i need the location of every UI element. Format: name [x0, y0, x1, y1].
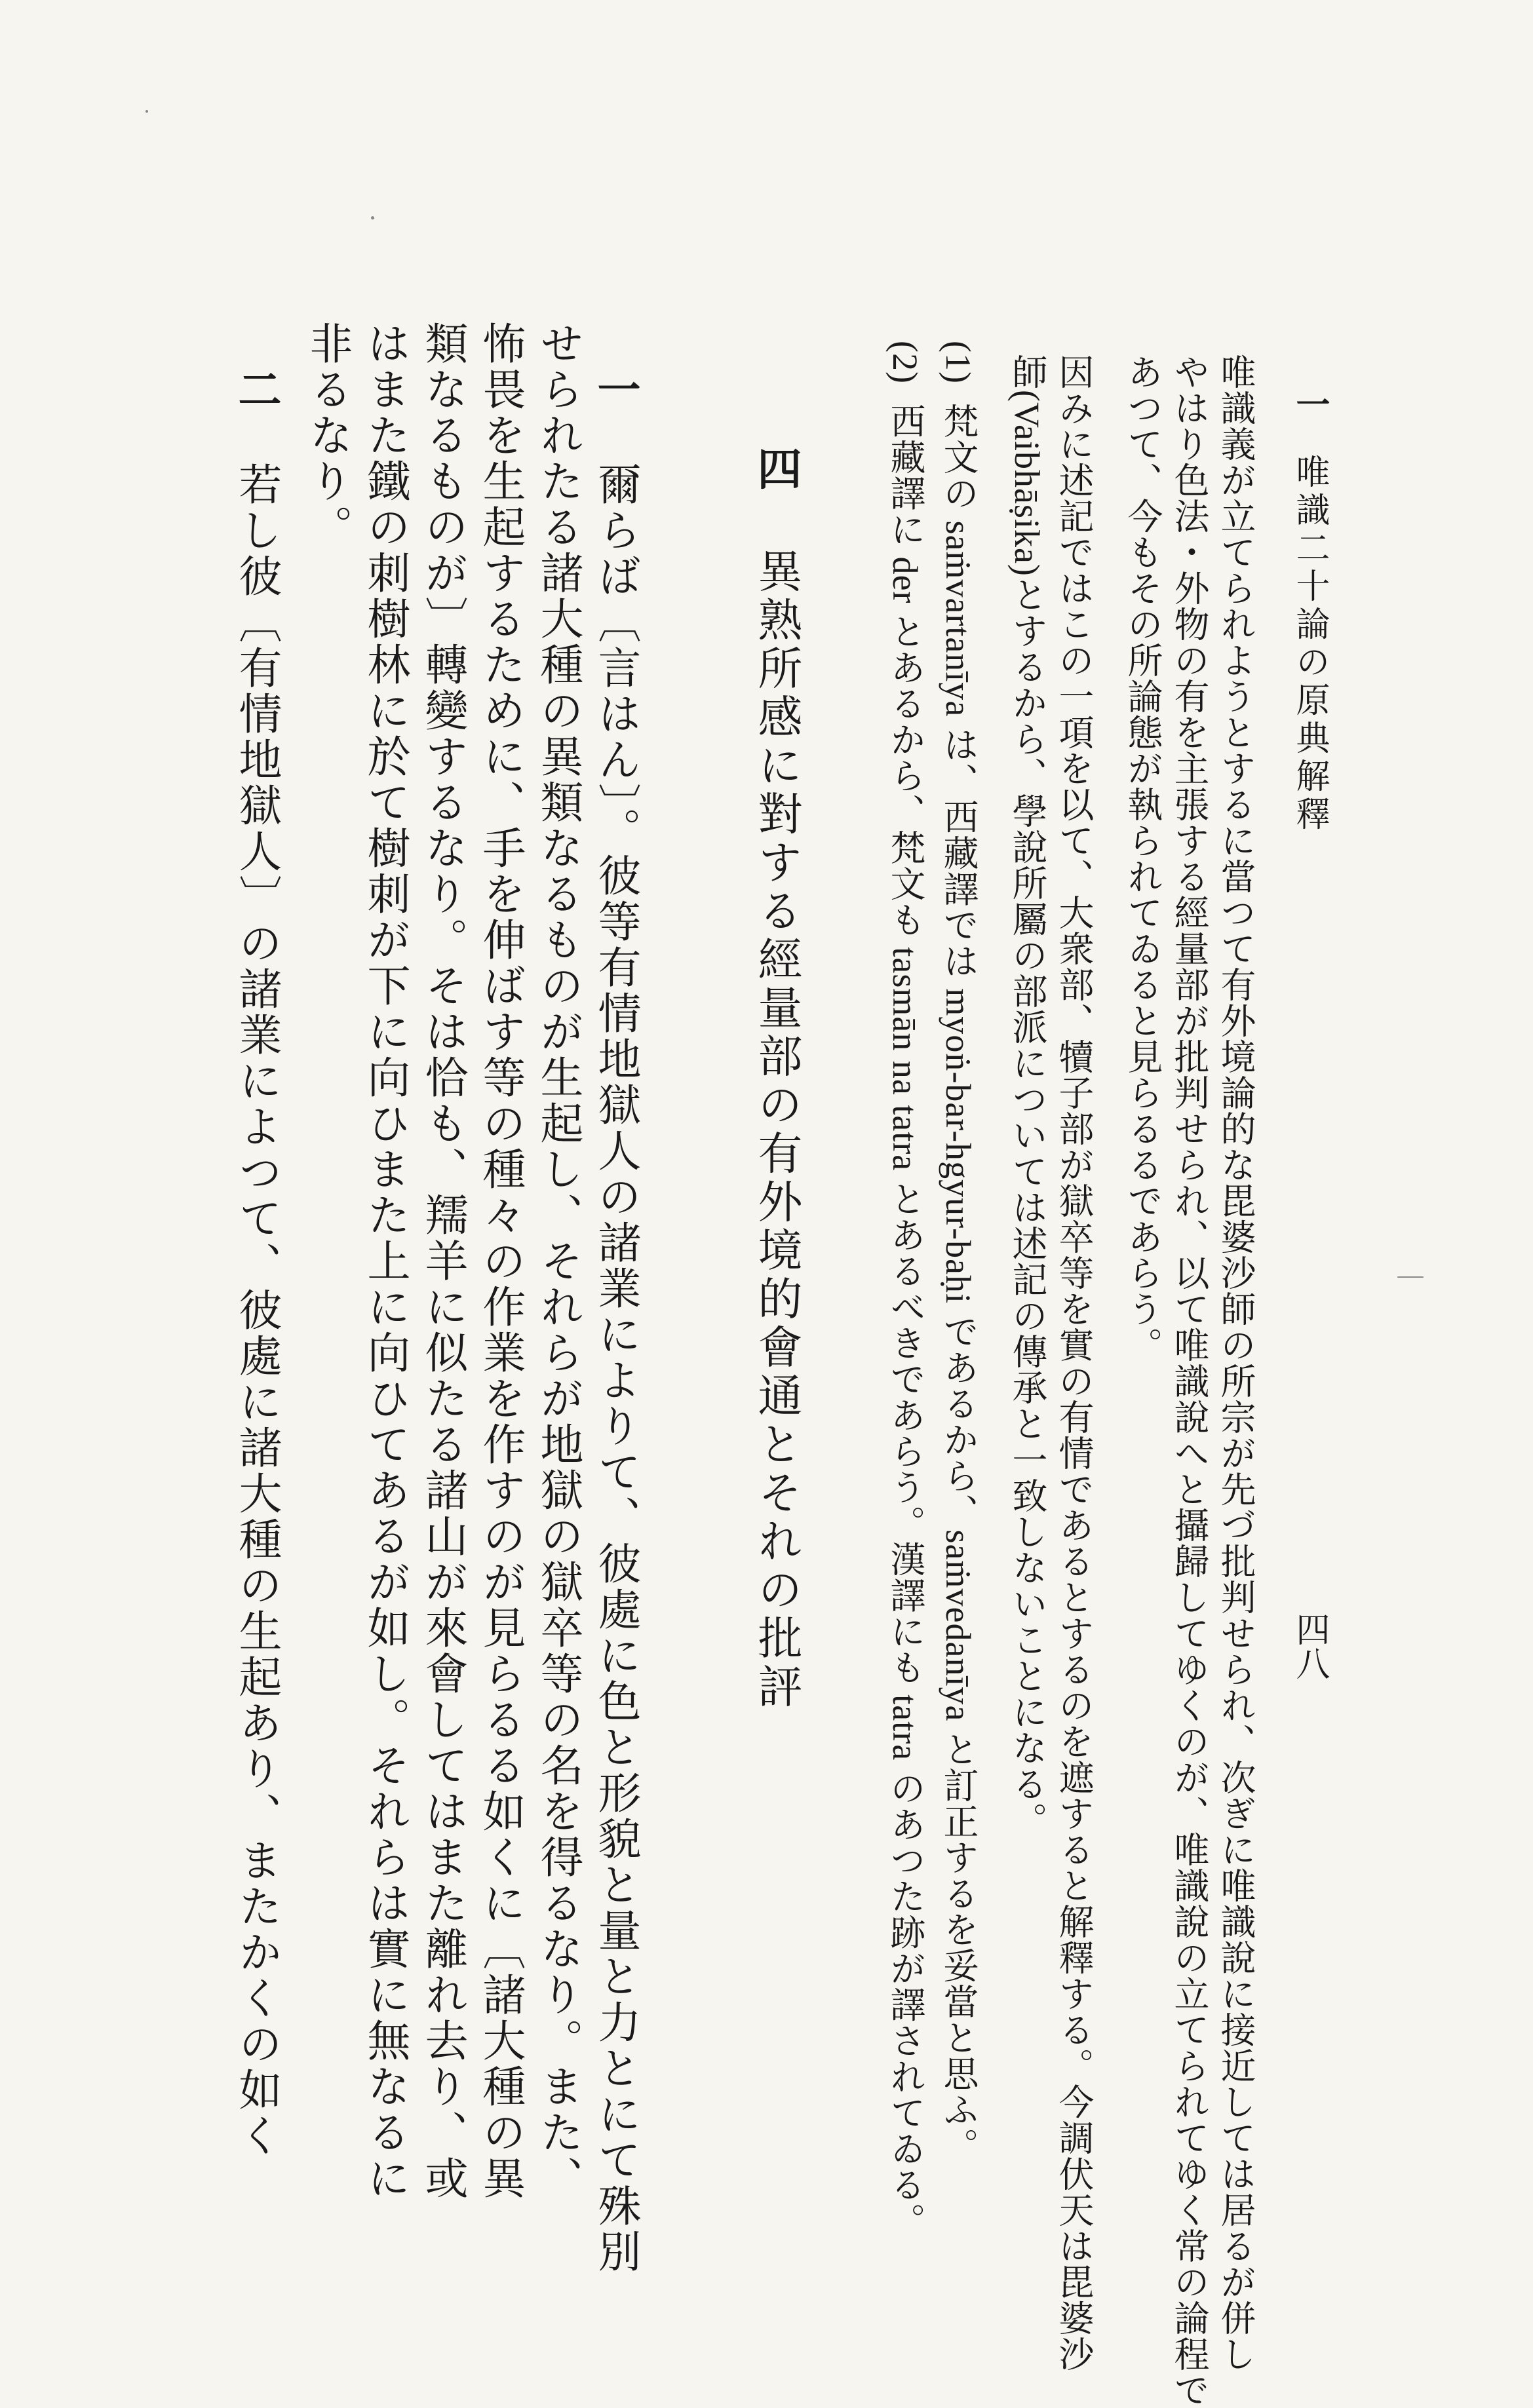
footnote-marker: (2): [885, 341, 925, 384]
paragraph-marker: 一: [590, 367, 641, 413]
footnote-text: 梵文の saṁvartanīya は、西藏譯では myoṅ-bar-hgyur-baḥi であるから、saṁvedanīya と訂正するを妥當と思ふ。: [939, 402, 978, 2164]
note-line: やはり色法・外物の有を主張する經量部が批判せられ、以て唯識說へと攝歸してゆくのが、唯識說の立てられてゆく常の論程で: [1169, 354, 1210, 2408]
note-line: 師(Vaibhāṣika)とするから、學說所屬の部派については述記の傳承と一致しないことになる。: [1007, 354, 1047, 1838]
section-number: 四: [750, 446, 802, 494]
body-line: 類なるものが〕轉變するなり。そは恰も、羺羊に似たる諸山が來會してはまた離れ去り、或: [417, 321, 468, 2202]
footnote-text: 西藏譯に der とあるから、梵文も tasmān na tatra とあるべきであらう。漢譯にも tatra のあつた跡が譯されてゐる。: [885, 402, 925, 2239]
scan-speck: [146, 110, 148, 113]
footnote-marker: (1): [939, 341, 978, 384]
header-section-mark: 一: [1290, 387, 1330, 425]
scan-speck: [1397, 1276, 1424, 1278]
section-title: 異熟所感に對する經量部の有外境的會通とそれの批評: [750, 548, 802, 1712]
running-title: 唯識二十論の原典解釋: [1290, 454, 1329, 835]
note-line: 因みに述記ではこの一項を以て、大衆部、犢子部が獄卒等を實の有情であるとするのを遮すると解釋する。今調伏天は毘婆沙: [1053, 354, 1095, 2372]
running-header: [1290, 387, 1330, 835]
scan-speck: [371, 216, 374, 220]
footnote-1: [941, 341, 976, 2164]
paragraph-marker: 二: [231, 367, 282, 413]
note-line: あつて、今もその所論態が執られてゐると見らるるであらう。: [1122, 354, 1163, 1363]
paragraph-1: [590, 367, 641, 2275]
section-heading: [750, 446, 802, 1712]
body-line: 非るなり。: [302, 321, 353, 550]
body-line: 爾らば〔言はん〕。彼等有情地獄人の諸業によりて、彼處に色と形貌と量と力とにて殊別: [591, 461, 641, 2275]
body-line: せられたる諸大種の異類なるものが生起し、それらが地獄の獄卒等の名を得るなり。また、: [533, 321, 583, 2202]
body-line: 怖畏を生起するために、手を伸ばす等の種々の作業を作すのが見らるる如くに〔諸大種の異: [475, 321, 526, 2202]
body-line: 若し彼〔有情地獄人〕の諸業によつて、彼處に諸大種の生起あり、またかくの如く: [231, 461, 282, 2159]
note-line: 唯識義が立てられようとするに當つて有外境論的な毘婆沙師の所宗が先づ批判せられ、次ぎに唯識說に接近しては居るが併し: [1215, 354, 1256, 2372]
page-number: 四八: [1290, 1612, 1329, 1680]
body-line: はまた鐵の刺樹林に於て樹刺が下に向ひまた上に向ひてあるが如し。それらは實に無なるに: [360, 321, 410, 2202]
footnote-2: [887, 341, 923, 2239]
paragraph-2: [231, 367, 282, 2159]
